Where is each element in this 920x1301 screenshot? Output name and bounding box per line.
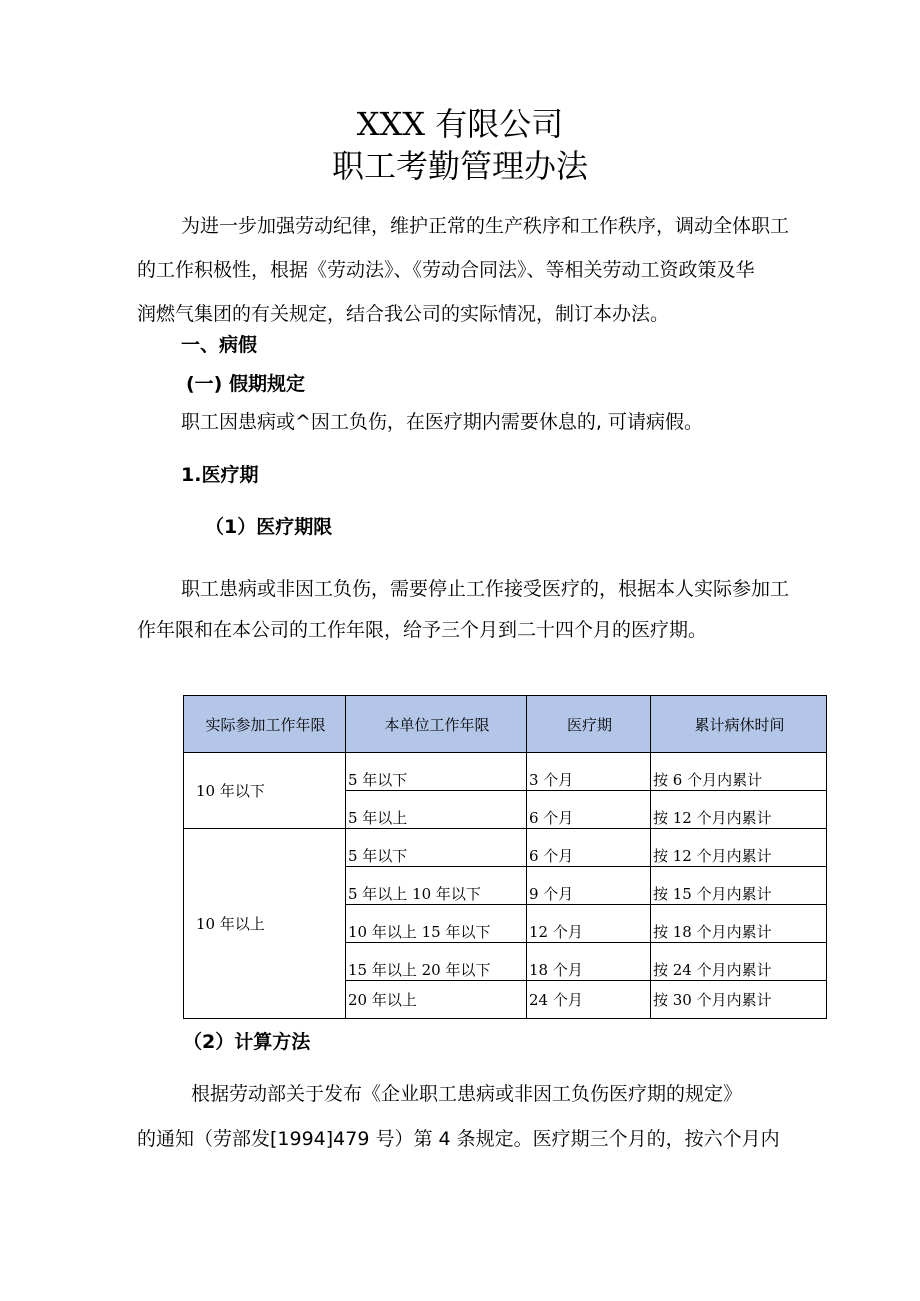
cell-cumulative-leave: 按 6 个月内累计: [651, 753, 827, 791]
cell-company-years: 15 年以上 20 年以下: [346, 943, 527, 981]
cell-medical-period: 18 个月: [527, 943, 651, 981]
header-medical-period: 医疗期: [527, 696, 651, 753]
period-limit-line-2: 作年限和在本公司的工作年限，给予三个月到二十四个月的医疗期。: [137, 619, 708, 641]
cell-company-years: 5 年以下: [346, 829, 527, 867]
cell-medical-period: 6 个月: [527, 791, 651, 829]
subsection-heading-rules: (一) 假期规定: [186, 373, 305, 395]
cell-medical-period: 12 个月: [527, 905, 651, 943]
document-title: 职工考勤管理办法: [331, 147, 588, 185]
cell-medical-period: 9 个月: [527, 867, 651, 905]
cell-company-years: 10 年以上 15 年以下: [346, 905, 527, 943]
cell-cumulative-leave: 按 24 个月内累计: [651, 943, 827, 981]
header-total-years: 实际参加工作年限: [184, 696, 346, 753]
rules-text: 职工因患病或^因工负伤，在医疗期内需要休息的, 可请病假。: [181, 411, 704, 433]
item-heading-medical-period: 1.医疗期: [181, 464, 259, 486]
table-row: [184, 753, 827, 791]
medical-period-table: [183, 695, 827, 1019]
intro-line-3: 润燃气集团的有关规定，结合我公司的实际情况，制订本办法。: [137, 303, 670, 325]
cell-medical-period: 24 个月: [527, 981, 651, 1019]
cell-cumulative-leave: 按 30 个月内累计: [651, 981, 827, 1019]
table-header-row: [184, 696, 827, 753]
cell-cumulative-leave: 按 15 个月内累计: [651, 867, 827, 905]
cell-medical-period: 6 个月: [527, 829, 651, 867]
calculation-line-1: 根据劳动部关于发布《企业职工患病或非因工负伤医疗期的规定》: [191, 1083, 743, 1105]
item-heading-calculation: （2）计算方法: [183, 1031, 311, 1053]
section-heading-sick-leave: 一、病假: [181, 334, 258, 356]
company-title: XXX 有限公司: [356, 105, 564, 143]
cell-company-years: 5 年以上 10 年以下: [346, 867, 527, 905]
period-limit-line-1: 职工患病或非因工负伤，需要停止工作接受医疗的，根据本人实际参加工: [181, 578, 790, 600]
cell-company-years: 5 年以下: [346, 753, 527, 791]
cell-cumulative-leave: 按 18 个月内累计: [651, 905, 827, 943]
intro-line-2: 的工作积极性，根据《劳动法》、《劳动合同法》、等相关劳动工资政策及华: [137, 259, 755, 281]
calculation-line-2: 的通知（劳部发[1994]479 号）第 4 条规定。医疗期三个月的，按六个月内: [137, 1128, 780, 1150]
cell-cumulative-leave: 按 12 个月内累计: [651, 829, 827, 867]
header-cumulative-leave: 累计病休时间: [651, 696, 827, 753]
intro-paragraph: [137, 204, 837, 336]
group-over-10-years: 10 年以上: [184, 829, 346, 1019]
cell-company-years: 20 年以上: [346, 981, 527, 1019]
group-under-10-years: 10 年以下: [184, 753, 346, 829]
intro-line-1: 为进一步加强劳动纪律，维护正常的生产秩序和工作秩序，调动全体职工: [181, 215, 790, 237]
cell-medical-period: 3 个月: [527, 753, 651, 791]
cell-company-years: 5 年以上: [346, 791, 527, 829]
item-heading-period-limit: （1）医疗期限: [205, 516, 333, 538]
header-company-years: 本单位工作年限: [346, 696, 527, 753]
table-row: [184, 829, 827, 867]
cell-cumulative-leave: 按 12 个月内累计: [651, 791, 827, 829]
